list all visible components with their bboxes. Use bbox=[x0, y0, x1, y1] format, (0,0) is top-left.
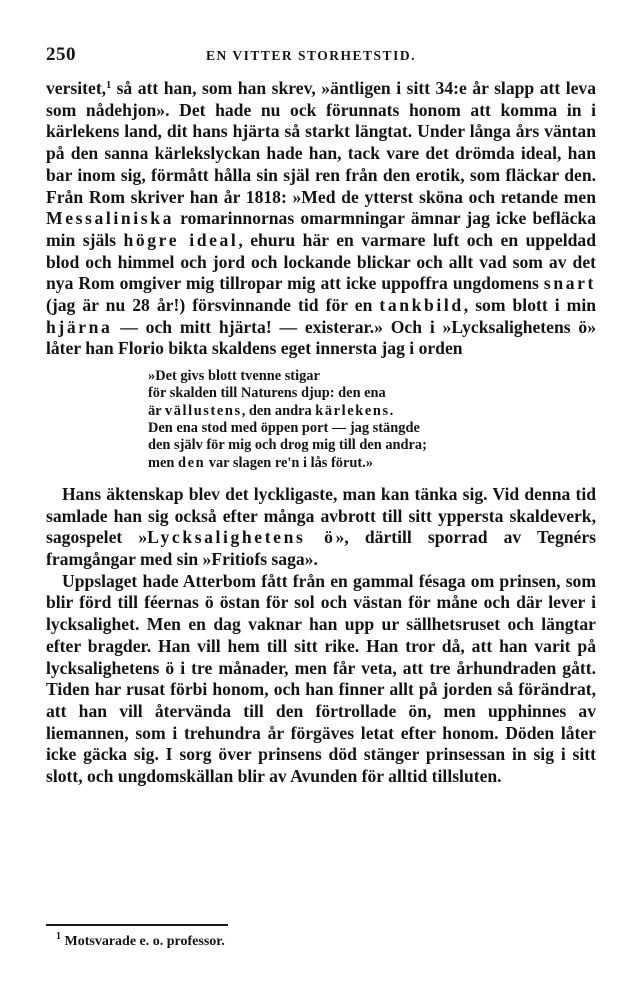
poem-line: Den ena stod med öppen port — jag stängde bbox=[148, 420, 420, 437]
book-page bbox=[46, 44, 596, 974]
paragraph-3: Uppslaget hade Atterbom fått från en gammal fésaga om prinsen, som blir förd till féernas ö östan för sol och västan för måne och där lever i lycksalighet. Men en dag vaknar han upp ur sällhetsruset och längtar efter bragder. Han vill hem till sitt rike. Han tror då, att han varit på lycksalighetens ö i tre månader, men får veta, att tre århundraden gått. Tiden har rusat förbi honom, och han finner allt på jorden så förändrat, att han vill återvända till den förtrollade ön, men upphinnes av liemannen, som i trehundra år förgäves letat efter honom. Döden låter icke gäcka sig. I sorg över prinsens död stänger prinsessan in sig i sitt slott, och ungdomskällan blir av Avunden för alltid tillsluten. bbox=[46, 570, 596, 787]
paragraph-1 bbox=[46, 78, 596, 360]
text-run: romarinnornas omarmningar ämnar jag icke befläcka min själs bbox=[46, 208, 596, 250]
spaced-emphasis: tankbild bbox=[379, 295, 464, 316]
spaced-emphasis: Messaliniska bbox=[46, 208, 174, 229]
spaced-emphasis: snart bbox=[543, 273, 596, 294]
spaced-emphasis: hjärna bbox=[46, 316, 113, 337]
page-number: 250 bbox=[46, 44, 76, 65]
poem-line: »Det givs blott tvenne stigar bbox=[148, 368, 320, 385]
poem-line: men den var slagen re'n i lås förut.» bbox=[148, 454, 373, 471]
text-run: versitet, bbox=[46, 78, 107, 98]
poem-quote bbox=[148, 368, 596, 472]
text-run: », därtill sporrad av Tegnérs framgångar med sin »Fritiofs saga». bbox=[46, 527, 596, 570]
text-run: Hans äktenskap blev det lyckligaste, man kan tänka sig. Vid denna tid samlade han sig också efter många avbrott till sitt yppersta skaldeverk, sagospelet » bbox=[46, 483, 596, 548]
text-run: (jag är nu 28 år!) försvinnande tid för en bbox=[46, 295, 380, 316]
poem-line: är vällustens, den andra kärlekens. bbox=[148, 402, 394, 419]
text-run: — och mitt hjärta! — existerar.» Och i »Lycksalighetens ö» låter han Florio bikta skaldens eget innersta jag i orden bbox=[46, 316, 596, 359]
paragraph-2 bbox=[46, 484, 596, 571]
spaced-emphasis: högre ideal bbox=[123, 229, 239, 250]
footnote bbox=[56, 931, 225, 950]
footnote-text: Motsvarade e. o. professor. bbox=[61, 934, 225, 949]
footnote-divider bbox=[46, 924, 228, 926]
footnote-marker: 1 bbox=[56, 931, 61, 942]
spaced-emphasis: Lycksalighetens ö bbox=[147, 527, 336, 548]
page-header bbox=[46, 44, 596, 78]
running-title: EN VITTER STORHETSTID. bbox=[206, 48, 416, 63]
text-run: så att han, som han skrev, »äntligen i sitt 34:e år slapp att leva som nådehjon». Det hade nu ock förunnats honom att komma in i kärlekens land, dit hans hjärta så starkt längtat. Under långa års väntan på den sanna kärlekslyckan hade han, tack vare det drömda ideal, han bar inom sig, förmått hålla sin själ ren från den erotik, som fläckar den. Från Rom skriver han år 1818: »Med de ytterst sköna och retande men bbox=[46, 78, 596, 207]
text-run: , som blott i min bbox=[463, 295, 596, 316]
poem-line: för skalden till Naturens djup: den ena bbox=[148, 385, 386, 402]
footnote-reference: 1 bbox=[106, 80, 112, 91]
text-run: , ehuru här en varmare luft och en uppeldad blod och himmel och jord och lockande blickar och allt vad som av det nya Rom omgiver mig tillropar mig att icke uppoffra ungdomens bbox=[46, 229, 596, 294]
poem-line: den själv för mig och drog mig till den andra; bbox=[148, 437, 427, 454]
